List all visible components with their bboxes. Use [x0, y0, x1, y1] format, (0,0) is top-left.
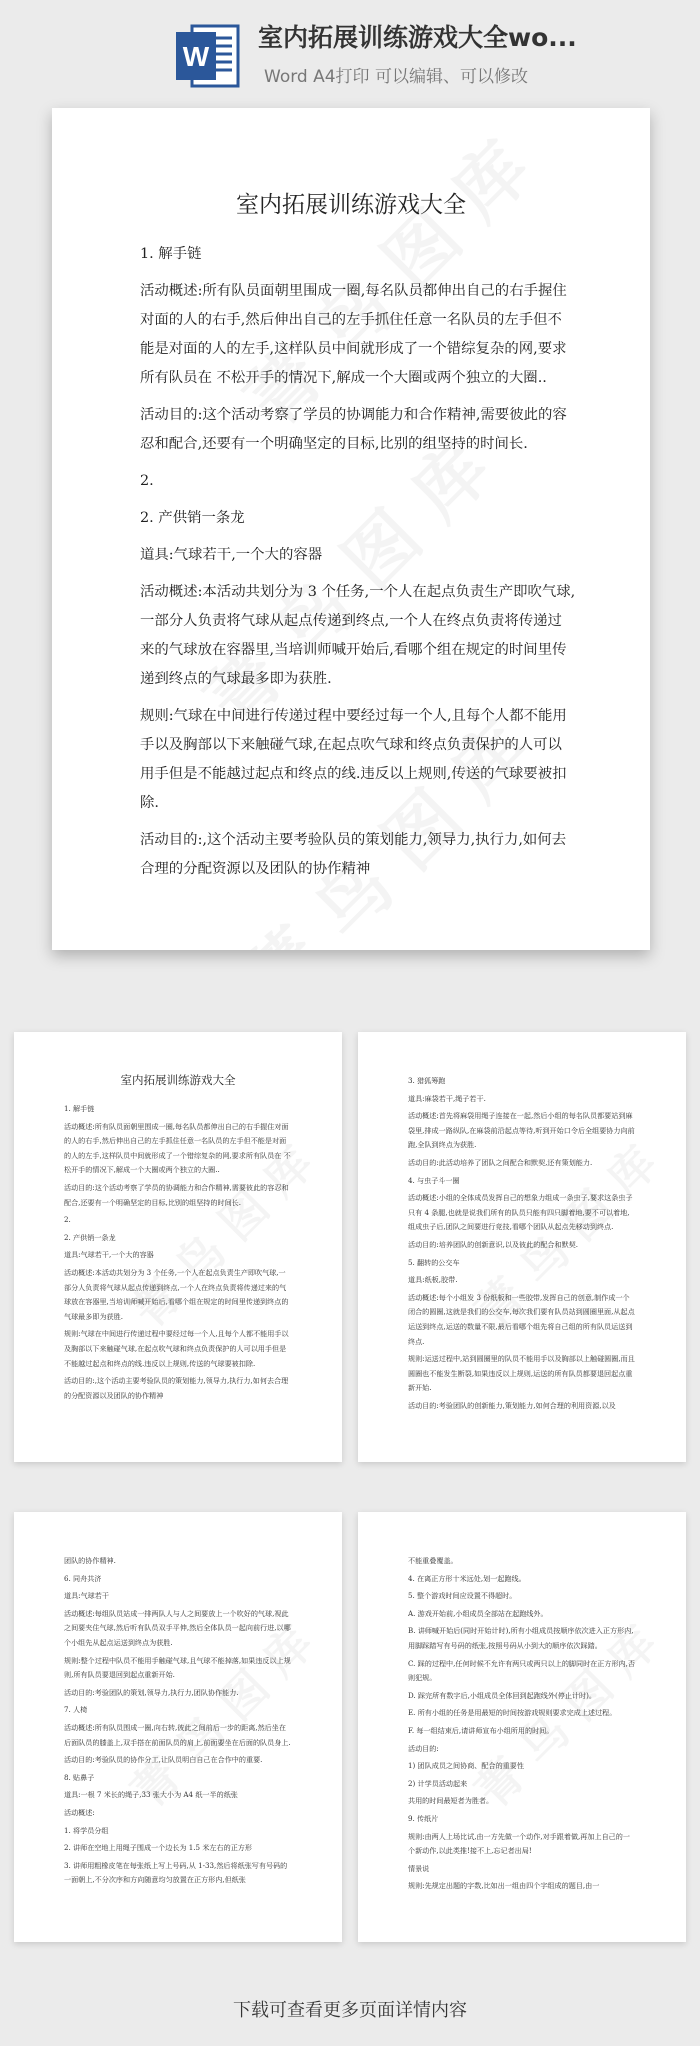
paragraph: 道具:麻袋若干,绳子若干. [408, 1093, 486, 1103]
paragraph: D. 踩完所有数字后,小组成员全体回到起跑线外(停止计时)。 [408, 1690, 596, 1700]
paragraph: 9. 传纸片 [408, 1813, 439, 1823]
word-doc-icon [172, 20, 244, 92]
paragraph: 5. 翻转的公交车 [408, 1257, 460, 1267]
paragraph: 活动概述:每个小组发 3 份纸板和一些胶带,发挥自己的创意,制作成一个闭合的圆圈,这就是我们的公交车,每次我们要有队员站到圆圈里面,从起点运送到终点,运送的数量不限,最后看哪个组先将自己组的所有队员运送到终点. [408, 1292, 635, 1346]
page-thumbnail-4[interactable] [358, 1512, 686, 1942]
paragraph: 规则:气球在中间进行传递过程中要经过每一个人,且每个人都不能用手以及胸部以下来触碰气球,在起点吹气球和终点负责保护的人可以用手但是不能越过起点和终点的线.违反以上规则,传送的气球要被扣除. [64, 1329, 289, 1368]
page-thumbnail-3[interactable] [14, 1512, 342, 1942]
paragraph: 道具:一根 7 米长的绳子,33 张大小为 A4 纸一半的纸张 [64, 1790, 238, 1800]
paragraph: 活动概述:首先将麻袋用绳子连接在一起,然后小组的每名队员都要站到麻袋里,排成一路纵队,在麻袋前沿起点等待,听到开始口令后全组要协力向前跑,全队到终点为获胜. [408, 1111, 635, 1150]
paragraph: 3. 猎狐筹跑 [408, 1076, 446, 1085]
paragraph: 活动概述:所有队员面朝里围成一圈,每名队员都伸出自己的右手握住对面的人的右手,然后伸出自己的左手抓住任意一名队员的左手但不能是对面的人的左手,这样队员中间就形成了一个错综复杂的网,要求所有队员在 不松开手的情况下,解成一个大圈或两个独立的大圈.. [140, 283, 567, 386]
paragraph: 活动概述: [64, 1807, 95, 1817]
paragraph: 活动目的:这个活动考察了学员的协调能力和合作精神,需要彼此的容忍和配合,还要有一个明确坚定的目标,比别的组坚持的时间长. [140, 407, 567, 452]
paragraph: 1) 团队成员之间协商、配合的重要性 [408, 1761, 524, 1771]
paragraph: B. 讲师喊开始后(同时开始计时),所有小组成员按顺序依次进入正方形内,用脚踩踏写有号码的纸张,按照号码从小到大的顺序依次踩踏。 [408, 1626, 634, 1650]
thumbnail-body [358, 1512, 686, 1894]
paragraph: 活动目的:培养团队的创新意识,以及彼此的配合和默契. [408, 1239, 579, 1249]
paragraph: 规则:由两人上场比试,由一方先做一个动作,对手跟着做,再加上自己的一个新动作,以此类推!接不上,忘记者出局! [408, 1831, 630, 1856]
paragraph: 规则:运送过程中,站到圆圈里的队员不能用手以及胸部以上触碰圆圈,而且圆圈也不能发生断裂,如果违反以上规则,运送的所有队员都要退回起点重新开始. [408, 1354, 635, 1393]
paragraph: 规则:先规定出题的字数,比如出一组由四个字组成的题目,由一 [408, 1881, 600, 1891]
paragraph: 活动目的:考验团队的策划,领导力,执行力,团队协作能力. [64, 1687, 239, 1697]
paragraph: 2) 计学员活动起来 [408, 1778, 468, 1788]
thumbnail-body [358, 1032, 686, 1413]
page-thumbnail-1[interactable] [14, 1032, 342, 1462]
paragraph: 道具:气球若干,一个大的容器 [64, 1250, 154, 1260]
document-subtitle: Word A4打印 可以编辑、可以修改 [264, 67, 528, 87]
paragraph: 5. 整个游戏时间应设置不得超时。 [408, 1591, 517, 1601]
paragraph: 8. 贴鼻子 [64, 1772, 95, 1782]
thumbnail-body [14, 1102, 342, 1403]
paragraph: 道具:气球若干,一个大的容器 [140, 547, 323, 563]
paragraph: E. 所有小组的任务是用最短的时间按游戏规则要求完成上述过程。 [408, 1708, 617, 1718]
paragraph: 活动目的:考验队员的协作分工,让队员明白自己在合作中的重要. [64, 1755, 263, 1765]
paragraph: 活动目的:此活动培养了团队之间配合和默契,还有策划能力. [408, 1157, 593, 1167]
paragraph: 活动概述:所有队员面朝里围成一圈,每名队员都伸出自己的右手握住对面的人的右手,然后伸出自己的左手抓住任意一名队员的左手但不能是对面的人的左手,这样队员中间就形成了一个错综复杂的网,要求所有队员在 不松开手的情况下,解成一个大圈或两个独立的大圈.. [64, 1121, 291, 1175]
paragraph: 活动概述:所有队员围成一圈,向右转,彼此之间前后一步的距离,然后坐在后面队员的膝盖上,双手搭在前面队员的肩上,前面要坐在后面的队员身上. [64, 1722, 291, 1747]
page-thumbnail-2[interactable] [358, 1032, 686, 1462]
paragraph: 1. 解手链 [140, 246, 202, 262]
paragraph: 1. 解手链 [64, 1104, 95, 1113]
document-title: 室内拓展训练游戏大全wo... [258, 23, 577, 52]
paragraph: 2. [64, 1215, 71, 1225]
paragraph: 2. 讲师在空地上用绳子围成一个边长为 1.5 米左右的正方形 [64, 1843, 252, 1853]
paragraph: 道具:气球若干 [64, 1591, 109, 1601]
page-heading: 室内拓展训练游戏大全 [236, 192, 466, 218]
paragraph: 活动目的:考验团队的创新能力,策划能力,如何合理的利用资源,以及 [408, 1400, 616, 1410]
paragraph: 活动概述:本活动共划分为 3 个任务,一个人在起点负责生产即吹气球,一部分人负责将气球从起点传递到终点,一个人在终点负责将传递过来的气球放在容器里,当培训师喊开始后,看哪个组在规定的时间里传递到终点的气球最多即为获胜. [140, 584, 576, 687]
paragraph: 2. 产供销一条龙 [64, 1232, 116, 1242]
paragraph: 6. 同舟共济 [64, 1573, 102, 1583]
paragraph: 活动概述:小组的全体成员发挥自己的想象力组成一条虫子,要求这条虫子只有 4 条腿,也就是说我们所有的队员只能有四只脚着地,要不可以着地,组成虫子后,团队之间要进行竞技,看哪个团队从起点先移动到终点. [408, 1193, 633, 1232]
paragraph: 不能重叠覆盖。 [408, 1556, 458, 1565]
paragraph: 2. 产供销一条龙 [140, 510, 245, 526]
paragraph: 4. 与虫子斗一圈 [408, 1175, 460, 1185]
paragraph: F. 每一组结束后,请讲师宣布小组所用的时间。 [408, 1725, 554, 1735]
paragraph: 共用的时间最短者为胜者。 [408, 1796, 494, 1806]
thumbnail-body [14, 1512, 342, 1888]
paragraph: 活动目的:,这个活动主要考验队员的策划能力,领导力,执行力,如何去合理的分配资源以及团队的协作精神 [140, 832, 567, 877]
paragraph: 7. 人椅 [64, 1705, 88, 1715]
paragraph: 规则:整个过程中队员不能用手触碰气球,且气球不能掉落,如果违反以上规则,所有队员要退回到起点重新开始. [64, 1655, 291, 1680]
paragraph: 道具:纸板,胶带. [408, 1275, 458, 1285]
view-more-pages-link[interactable]: 下载可查看更多页面详情内容 [233, 2000, 467, 2021]
paragraph: 情景说 [408, 1863, 430, 1873]
paragraph: 活动目的:,这个活动主要考验队员的策划能力,领导力,执行力,如何去合理的分配资源以及团队的协作精神 [64, 1376, 289, 1400]
paragraph: 2. [140, 473, 154, 489]
paragraph: 活动概述:每组队员站成一排两队人与人之间要放上一个吹好的气球,视此之间要夹住气球,然后听有队员双手平伸,然后全体队员一起向前行进,以哪个小组先从起点运送到终点为获胜. [64, 1608, 291, 1647]
thumbnail-heading: 室内拓展训练游戏大全 [120, 1073, 236, 1087]
page-body [140, 240, 576, 892]
paragraph: A. 游戏开始前,小组成员全部站在起跑线外。 [408, 1608, 548, 1618]
header [0, 0, 700, 96]
paragraph: C. 踩的过程中,任何时候不允许有两只或两只以上的脚同时在正方形内,否则犯规。 [408, 1658, 636, 1683]
paragraph: 活动概述:本活动共划分为 3 个任务,一个人在起点负责生产即吹气球,一部分人负责将气球从起点传递到终点,一个人在终点负责将传递过来的气球放在容器里,当培训师喊开始后,看哪个组在规定的时间里传递到终点的气球最多即为获胜. [64, 1267, 289, 1321]
paragraph: 规则:气球在中间进行传递过程中要经过每一个人,且每个人都不能用手以及胸部以下来触碰气球,在起点吹气球和终点负责保护的人可以用手但是不能越过起点和终点的线.违反以上规则,传送的气球要被扣除. [140, 708, 567, 811]
paragraph: 1. 将学员分组 [64, 1825, 109, 1835]
word-icon-letter: W [182, 41, 210, 72]
document-page-preview [52, 108, 650, 950]
paragraph: 4. 在离正方形十米远处,划一起跑线。 [408, 1573, 526, 1583]
paragraph: 活动目的: [408, 1743, 439, 1753]
paragraph: 团队的协作精神. [64, 1556, 116, 1565]
paragraph: 活动目的:这个活动考察了学员的协调能力和合作精神,需要彼此的容忍和配合,还要有一个明确坚定的目标,比别的组坚持的时间长. [64, 1182, 289, 1207]
paragraph: 3. 讲师用粗橡皮笔在每张纸上写上号码,从 1-33,然后将纸张写有号码的一面朝上,不分次序和方向随意均匀放置在正方形内,但纸张 [64, 1860, 288, 1885]
